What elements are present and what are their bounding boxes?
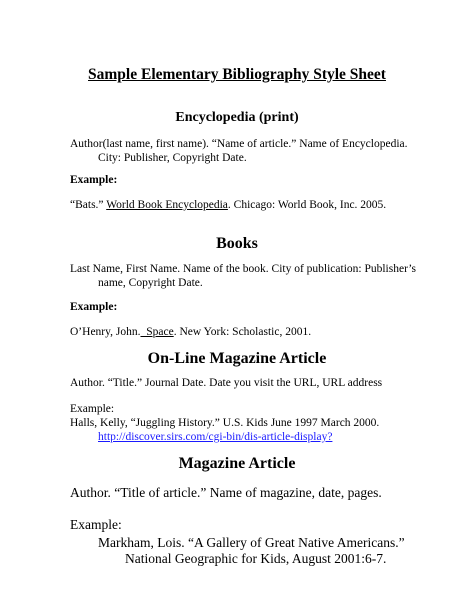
- magazine-example-line2: National Geographic for Kids, August 2001:6-7.: [125, 551, 387, 566]
- encyclopedia-format-line1: Author(last name, first name). “Name of article.” Name of Encyclopedia.: [70, 138, 408, 150]
- books-example-pre: O’Henry, John.: [70, 326, 141, 338]
- online-format: Author. “Title.” Journal Date. Date you visit the URL, URL address: [70, 377, 383, 389]
- books-format-line1: Last Name, First Name. Name of the book. City of publication: Publisher’s: [70, 263, 417, 275]
- books-example-label: Example:: [70, 301, 118, 313]
- online-example-url-link[interactable]: http://discover.sirs.com/cgi-bin/dis-article-display?: [98, 431, 333, 443]
- encyclopedia-format-line2: City: Publisher, Copyright Date.: [98, 152, 247, 164]
- online-example-label: Example:: [70, 403, 115, 415]
- encyclopedia-example-post: . Chicago: World Book, Inc. 2005.: [227, 199, 387, 211]
- page-title: Sample Elementary Bibliography Style Sheet: [88, 66, 386, 83]
- encyclopedia-example-label: Example:: [70, 174, 118, 186]
- books-example-title: Space: [140, 326, 174, 338]
- encyclopedia-example-pre: “Bats.”: [70, 199, 107, 211]
- online-example-line1: Halls, Kelly, “Juggling History.” U.S. Kids June 1997 March 2000.: [70, 417, 380, 429]
- magazine-example-label: Example:: [70, 517, 122, 532]
- magazine-format: Author. “Title of article.” Name of magazine, date, pages.: [70, 485, 382, 500]
- books-example: [70, 326, 311, 338]
- books-format-line2: name, Copyright Date.: [98, 277, 203, 289]
- encyclopedia-example-title: World Book Encyclopedia: [106, 199, 228, 211]
- online-heading: On-Line Magazine Article: [147, 350, 327, 367]
- magazine-example-line1: Markham, Lois. “A Gallery of Great Native Americans.”: [98, 535, 405, 550]
- books-heading: Books: [216, 235, 258, 252]
- encyclopedia-example: [70, 199, 386, 211]
- books-example-post: . New York: Scholastic, 2001.: [173, 326, 312, 338]
- encyclopedia-heading: Encyclopedia (print): [175, 110, 299, 125]
- magazine-heading: Magazine Article: [178, 455, 296, 472]
